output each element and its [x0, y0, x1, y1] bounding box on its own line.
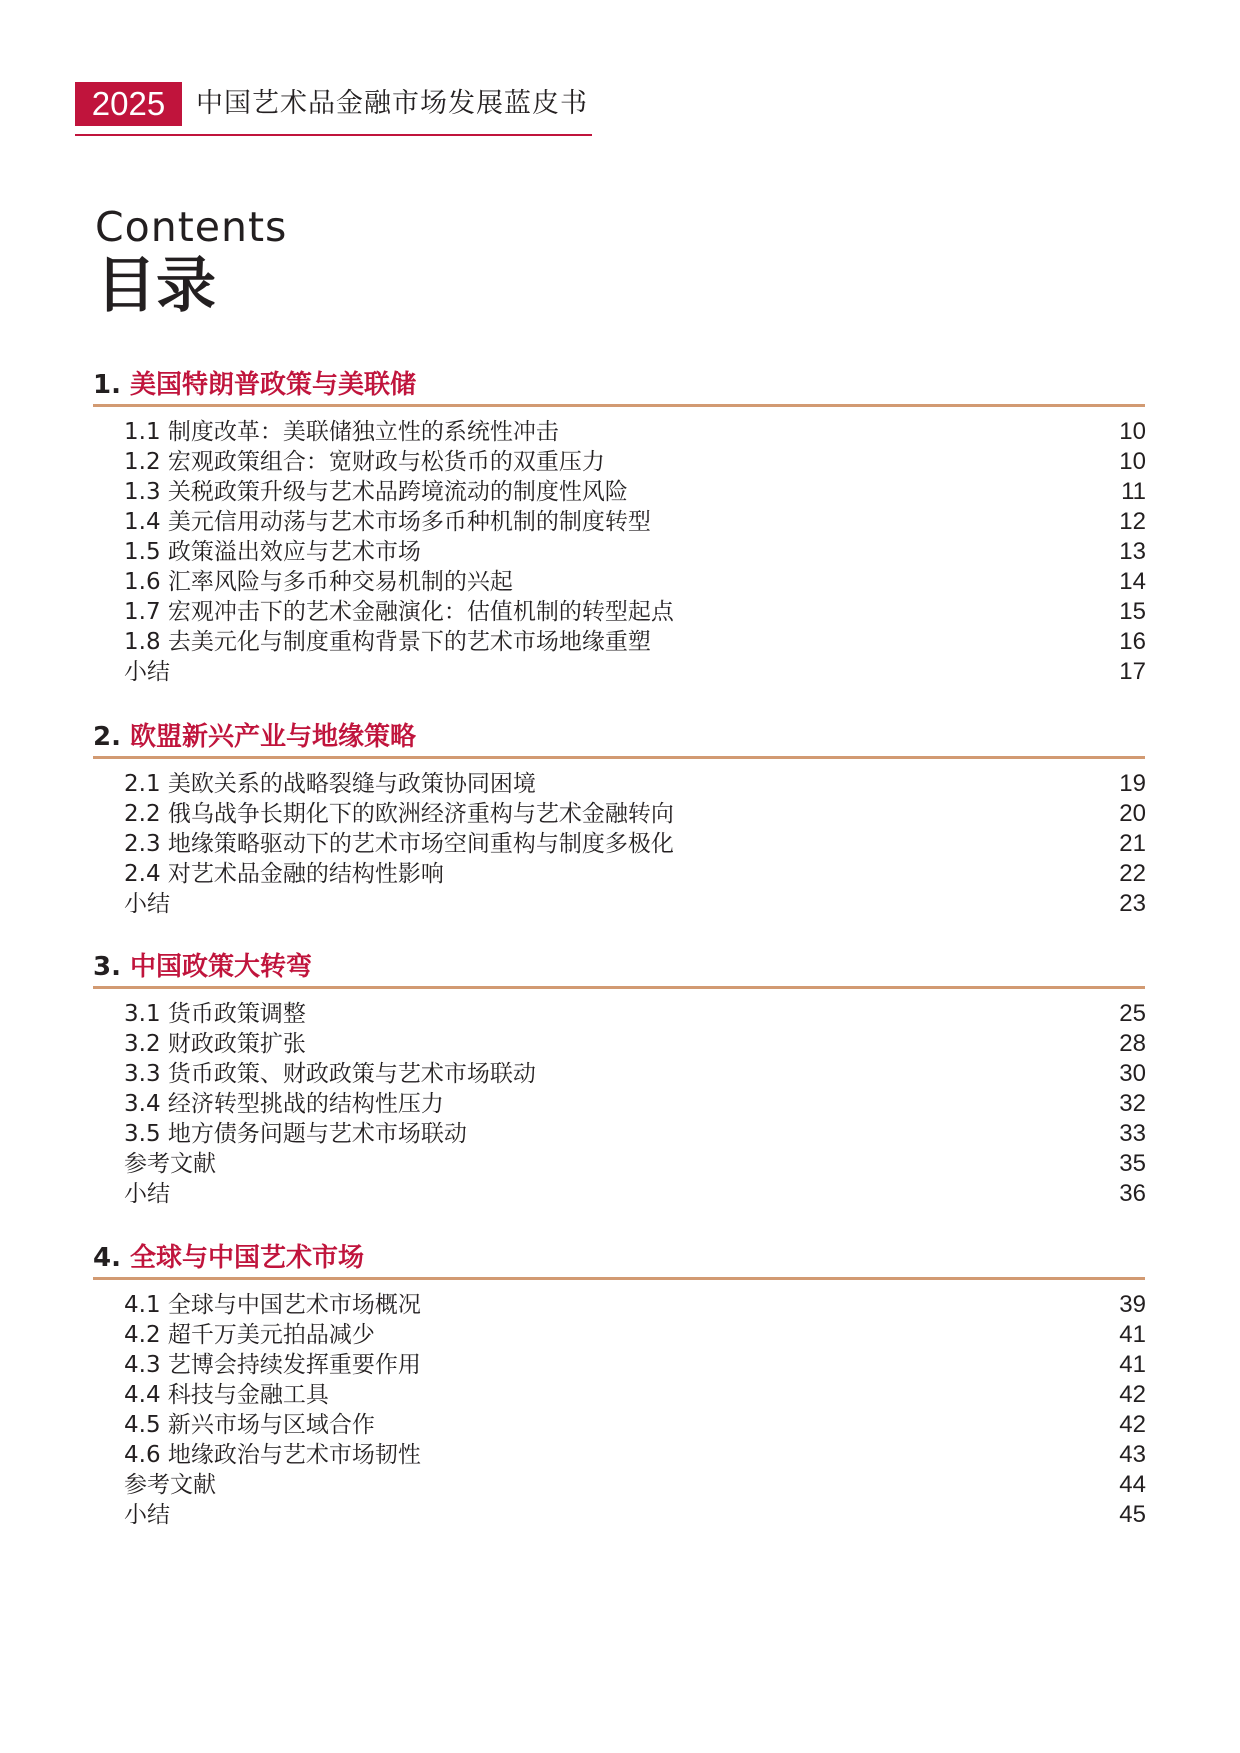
entry-label: 1.3 关税政策升级与艺术品跨境流动的制度性风险 — [124, 479, 628, 505]
entry-page-number: 25 — [1119, 1000, 1146, 1027]
toc-entry[interactable] — [93, 537, 1145, 567]
entry-label: 2.1 美欧关系的战略裂缝与政策协同困境 — [124, 771, 536, 797]
toc-section — [93, 718, 1145, 919]
entry-label: 1.5 政策溢出效应与艺术市场 — [124, 539, 421, 565]
toc-entry[interactable] — [93, 1470, 1145, 1500]
entry-label: 小结 — [124, 1181, 170, 1207]
entry-label: 4.2 超千万美元拍品减少 — [124, 1322, 375, 1348]
toc-entry[interactable] — [93, 889, 1145, 919]
entry-page-number: 13 — [1119, 538, 1146, 565]
contents-heading-zh: 目录 — [96, 251, 216, 321]
entry-label: 1.2 宏观政策组合：宽财政与松货币的双重压力 — [124, 449, 605, 475]
entry-page-number: 33 — [1119, 1120, 1146, 1147]
entry-label: 3.4 经济转型挑战的结构性压力 — [124, 1091, 444, 1117]
section-number: 3. — [93, 952, 121, 982]
section-heading[interactable] — [93, 1239, 1145, 1280]
section-heading[interactable] — [93, 948, 1145, 989]
entry-label: 1.4 美元信用动荡与艺术市场多币种机制的制度转型 — [124, 509, 651, 535]
section-title: 中国政策大转弯 — [130, 952, 313, 982]
entry-list — [93, 769, 1145, 919]
entry-page-number: 28 — [1119, 1030, 1146, 1057]
entry-label: 4.6 地缘政治与艺术市场韧性 — [124, 1442, 421, 1468]
section-number: 1. — [93, 370, 121, 400]
entry-page-number: 15 — [1119, 598, 1146, 625]
entry-page-number: 41 — [1119, 1351, 1146, 1378]
entry-label: 2.2 俄乌战争长期化下的欧洲经济重构与艺术金融转向 — [124, 801, 674, 827]
toc-entry[interactable] — [93, 477, 1145, 507]
entry-label: 3.3 货币政策、财政政策与艺术市场联动 — [124, 1061, 536, 1087]
toc-entry[interactable] — [93, 447, 1145, 477]
toc-entry[interactable] — [93, 1089, 1145, 1119]
entry-page-number: 43 — [1119, 1441, 1146, 1468]
toc-entry[interactable] — [93, 999, 1145, 1029]
toc-entry[interactable] — [93, 829, 1145, 859]
entry-label: 小结 — [124, 659, 170, 685]
toc-entry[interactable] — [93, 1410, 1145, 1440]
entry-page-number: 16 — [1119, 628, 1146, 655]
entry-page-number: 39 — [1119, 1291, 1146, 1318]
entry-label: 参考文献 — [124, 1472, 216, 1498]
entry-label: 4.3 艺博会持续发挥重要作用 — [124, 1352, 421, 1378]
report-header — [75, 82, 592, 136]
toc-section — [93, 366, 1145, 687]
entry-label: 参考文献 — [124, 1151, 216, 1177]
section-title: 全球与中国艺术市场 — [130, 1243, 365, 1273]
toc-entry[interactable] — [93, 417, 1145, 447]
entry-page-number: 21 — [1119, 830, 1146, 857]
toc-entry[interactable] — [93, 507, 1145, 537]
toc-entry[interactable] — [93, 597, 1145, 627]
entry-label: 4.5 新兴市场与区域合作 — [124, 1412, 375, 1438]
toc-entry[interactable] — [93, 799, 1145, 829]
entry-label: 4.1 全球与中国艺术市场概况 — [124, 1292, 421, 1318]
toc-section — [93, 948, 1145, 1209]
entry-page-number: 10 — [1119, 448, 1146, 475]
entry-page-number: 32 — [1119, 1090, 1146, 1117]
contents-heading-en: Contents — [95, 203, 288, 251]
section-heading[interactable] — [93, 718, 1145, 759]
toc-entry[interactable] — [93, 1149, 1145, 1179]
entry-page-number: 44 — [1119, 1471, 1146, 1498]
entry-list — [93, 417, 1145, 687]
entry-label: 1.6 汇率风险与多币种交易机制的兴起 — [124, 569, 513, 595]
entry-page-number: 12 — [1119, 508, 1146, 535]
section-number: 2. — [93, 722, 121, 752]
toc-entry[interactable] — [93, 1440, 1145, 1470]
toc-entry[interactable] — [93, 1059, 1145, 1089]
toc-entry[interactable] — [93, 1290, 1145, 1320]
toc-entry[interactable] — [93, 1380, 1145, 1410]
toc-entry[interactable] — [93, 1119, 1145, 1149]
toc-entry[interactable] — [93, 1320, 1145, 1350]
entry-label: 4.4 科技与金融工具 — [124, 1382, 329, 1408]
entry-page-number: 10 — [1119, 418, 1146, 445]
toc-entry[interactable] — [93, 1179, 1145, 1209]
entry-label: 2.3 地缘策略驱动下的艺术市场空间重构与制度多极化 — [124, 831, 674, 857]
entry-page-number: 41 — [1119, 1321, 1146, 1348]
year-badge: 2025 — [75, 82, 182, 126]
entry-page-number: 36 — [1119, 1180, 1146, 1207]
entry-page-number: 14 — [1119, 568, 1146, 595]
toc-section — [93, 1239, 1145, 1530]
toc-entry[interactable] — [93, 1500, 1145, 1530]
entry-page-number: 17 — [1119, 658, 1146, 685]
entry-label: 小结 — [124, 891, 170, 917]
section-number: 4. — [93, 1243, 121, 1273]
entry-label: 3.1 货币政策调整 — [124, 1001, 306, 1027]
entry-page-number: 35 — [1119, 1150, 1146, 1177]
report-title: 中国艺术品金融市场发展蓝皮书 — [196, 88, 588, 119]
toc-entry[interactable] — [93, 627, 1145, 657]
entry-page-number: 42 — [1119, 1381, 1146, 1408]
entry-page-number: 19 — [1119, 770, 1146, 797]
entry-label: 小结 — [124, 1502, 170, 1528]
entry-label: 1.1 制度改革：美联储独立性的系统性冲击 — [124, 419, 559, 445]
entry-label: 1.7 宏观冲击下的艺术金融演化：估值机制的转型起点 — [124, 599, 674, 625]
entry-page-number: 11 — [1121, 478, 1146, 505]
toc-entry[interactable] — [93, 859, 1145, 889]
entry-label: 2.4 对艺术品金融的结构性影响 — [124, 861, 444, 887]
entry-page-number: 42 — [1119, 1411, 1146, 1438]
entry-page-number: 30 — [1119, 1060, 1146, 1087]
entry-page-number: 22 — [1119, 860, 1146, 887]
entry-list — [93, 1290, 1145, 1530]
toc-entry[interactable] — [93, 567, 1145, 597]
section-title: 欧盟新兴产业与地缘策略 — [130, 722, 417, 752]
entry-page-number: 20 — [1119, 800, 1146, 827]
toc-entry[interactable] — [93, 1029, 1145, 1059]
entry-label: 1.8 去美元化与制度重构背景下的艺术市场地缘重塑 — [124, 629, 651, 655]
section-heading[interactable] — [93, 366, 1145, 407]
entry-page-number: 23 — [1119, 890, 1146, 917]
toc-entry[interactable] — [93, 1350, 1145, 1380]
entry-list — [93, 999, 1145, 1209]
toc-entry[interactable] — [93, 769, 1145, 799]
section-title: 美国特朗普政策与美联储 — [130, 370, 417, 400]
toc-entry[interactable] — [93, 657, 1145, 687]
entry-page-number: 45 — [1119, 1501, 1146, 1528]
entry-label: 3.5 地方债务问题与艺术市场联动 — [124, 1121, 467, 1147]
entry-label: 3.2 财政政策扩张 — [124, 1031, 306, 1057]
